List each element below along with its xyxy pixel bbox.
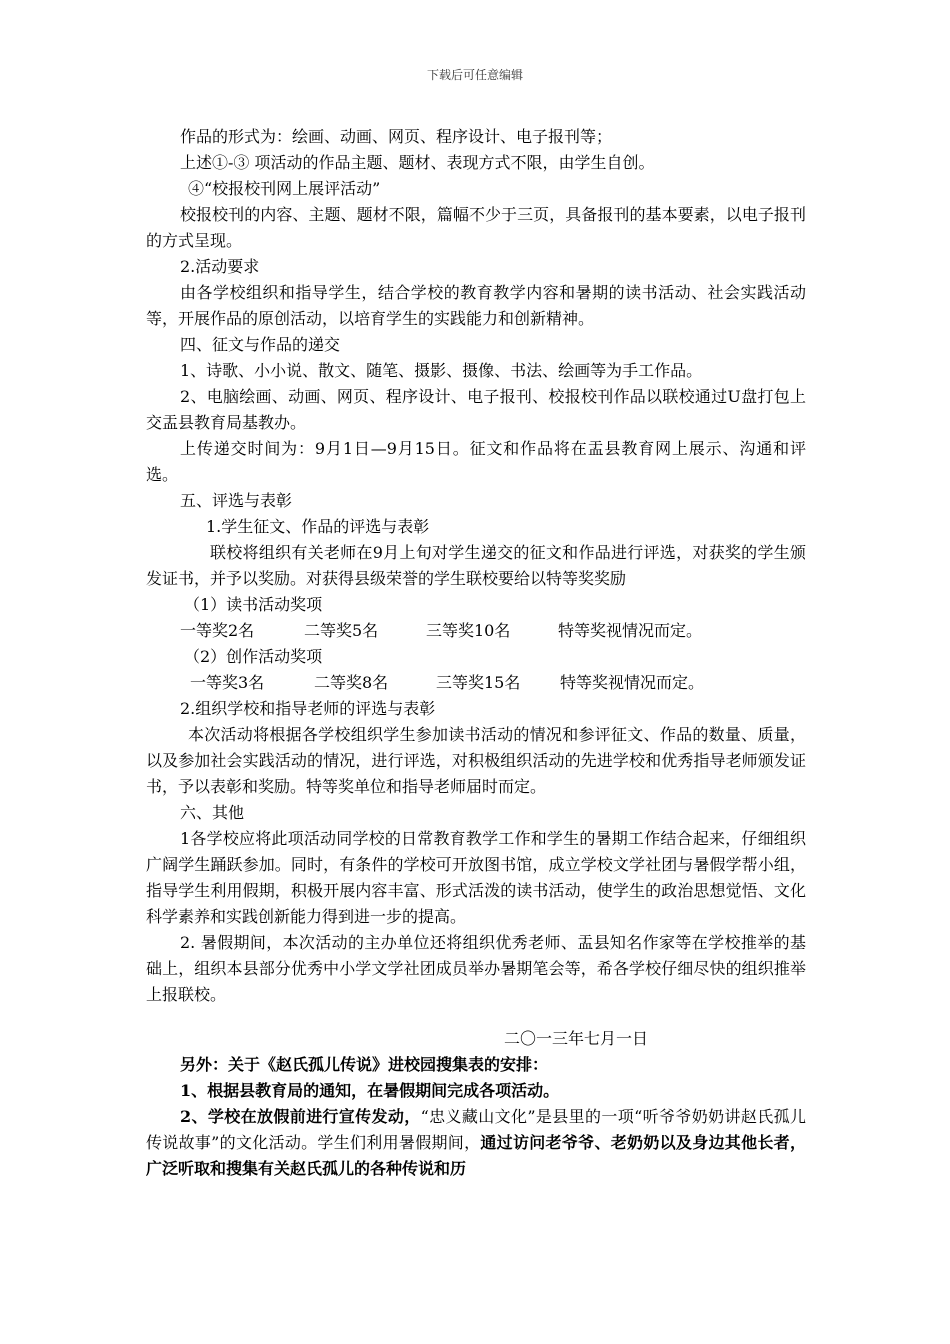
- paragraph: 1各学校应将此项活动同学校的日常教育教学工作和学生的暑期工作结合起来，仔细组织广阔学生踊跃参加。同时，有条件的学校可开放图书馆，成立学校文学社团与暑假学帮小组，指导学生利用假期，积极开展内容丰富、形式活泼的读书活动，使学生的政治思想觉悟、文化科学素养和实践创新能力得到进一步的提高。: [146, 829, 806, 926]
- award-list: [146, 670, 806, 696]
- paragraph: 校报校刊的内容、主题、题材不限，篇幅不少于三页，具备报刊的基本要素，以电子报刊的方式呈现。: [146, 205, 806, 250]
- award-second: 二等奖5名: [304, 621, 379, 640]
- award-first: 一等奖2名: [180, 621, 255, 640]
- paragraph: 1、诗歌、小小说、散文、随笔、摄影、摄像、书法、绘画等为手工作品。: [180, 361, 703, 380]
- section-heading: ④“校报校刊网上展评活动”: [188, 179, 381, 198]
- paragraph: 作品的形式为：绘画、动画、网页、程序设计、电子报刊等；: [180, 127, 613, 146]
- document-body: [146, 124, 806, 1182]
- award-second: 二等奖8名: [314, 673, 389, 692]
- addendum-item: [146, 1104, 806, 1182]
- award-list: [146, 618, 806, 644]
- section-heading: 五、评选与表彰: [180, 491, 293, 510]
- section-heading: 六、其他: [180, 803, 245, 822]
- paragraph: 由各学校组织和指导学生，结合学校的教育教学内容和暑期的读书活动、社会实践活动等，开展作品的原创活动，以培育学生的实践能力和创新精神。: [146, 283, 806, 328]
- award-special: 特等奖视情况而定。: [558, 621, 703, 640]
- addendum-heading: 另外：关于《赵氏孤儿传说》进校园搜集表的安排：: [180, 1055, 549, 1074]
- document-date: 二〇一三年七月一日: [503, 1029, 648, 1048]
- paragraph: 本次活动将根据各学校组织学生参加读书活动的情况和参评征文、作品的数量、质量，以及参加社会实践活动的情况，进行评选，对积极组织活动的先进学校和优秀指导老师颁发证书，予以表彰和奖励。特等奖单位和指导老师届时而定。: [146, 725, 806, 796]
- paragraph: 联校将组织有关老师在9月上旬对学生递交的征文和作品进行评选，对获奖的学生颁发证书，并予以奖励。对获得县级荣誉的学生联校要给以特等奖奖励: [146, 543, 806, 588]
- award-heading: （2）创作活动奖项: [184, 647, 323, 666]
- page-header: 下载后可任意编辑: [426, 68, 523, 82]
- section-heading: 2.组织学校和指导老师的评选与表彰: [180, 699, 436, 718]
- section-heading: 2.活动要求: [180, 257, 260, 276]
- paragraph: 上述①-③ 项活动的作品主题、题材、表现方式不限，由学生自创。: [180, 153, 655, 172]
- award-special: 特等奖视情况而定。: [560, 673, 705, 692]
- paragraph: 上传递交时间为：9月1日—9月15日。征文和作品将在盂县教育网上展示、沟通和评选。: [146, 439, 806, 484]
- award-heading: （1）读书活动奖项: [184, 595, 323, 614]
- paragraph: 2、电脑绘画、动画、网页、程序设计、电子报刊、校报校刊作品以联校通过U盘打包上交盂县教育局基教办。: [146, 387, 806, 432]
- section-heading: 1.学生征文、作品的评选与表彰: [206, 517, 430, 536]
- award-first: 一等奖3名: [190, 673, 265, 692]
- award-third: 三等奖10名: [426, 621, 511, 640]
- addendum-bold-text: 通过访问老爷爷、老奶奶以及身边其他长者，广泛听取和搜集有关赵氏孤儿的各种传说和历: [146, 1133, 806, 1178]
- addendum-lead: 2、学校在放假前进行宣传发动，: [180, 1107, 421, 1126]
- section-heading: 四、征文与作品的递交: [180, 335, 341, 354]
- addendum-item: 1、根据县教育局的通知，在暑假期间完成各项活动。: [180, 1081, 560, 1100]
- addendum-text: “忠义藏山文化”是县里的一项“听爷爷奶奶讲赵氏孤儿传说故事”的文化活动。学生们利用暑假期间，: [146, 1107, 806, 1152]
- paragraph: 2. 暑假期间，本次活动的主办单位还将组织优秀老师、盂县知名作家等在学校推举的基础上，组织本县部分优秀中小学文学社团成员举办暑期笔会等，希各学校仔细尽快的组织推举上报联校。: [146, 933, 806, 1004]
- award-third: 三等奖15名: [436, 673, 521, 692]
